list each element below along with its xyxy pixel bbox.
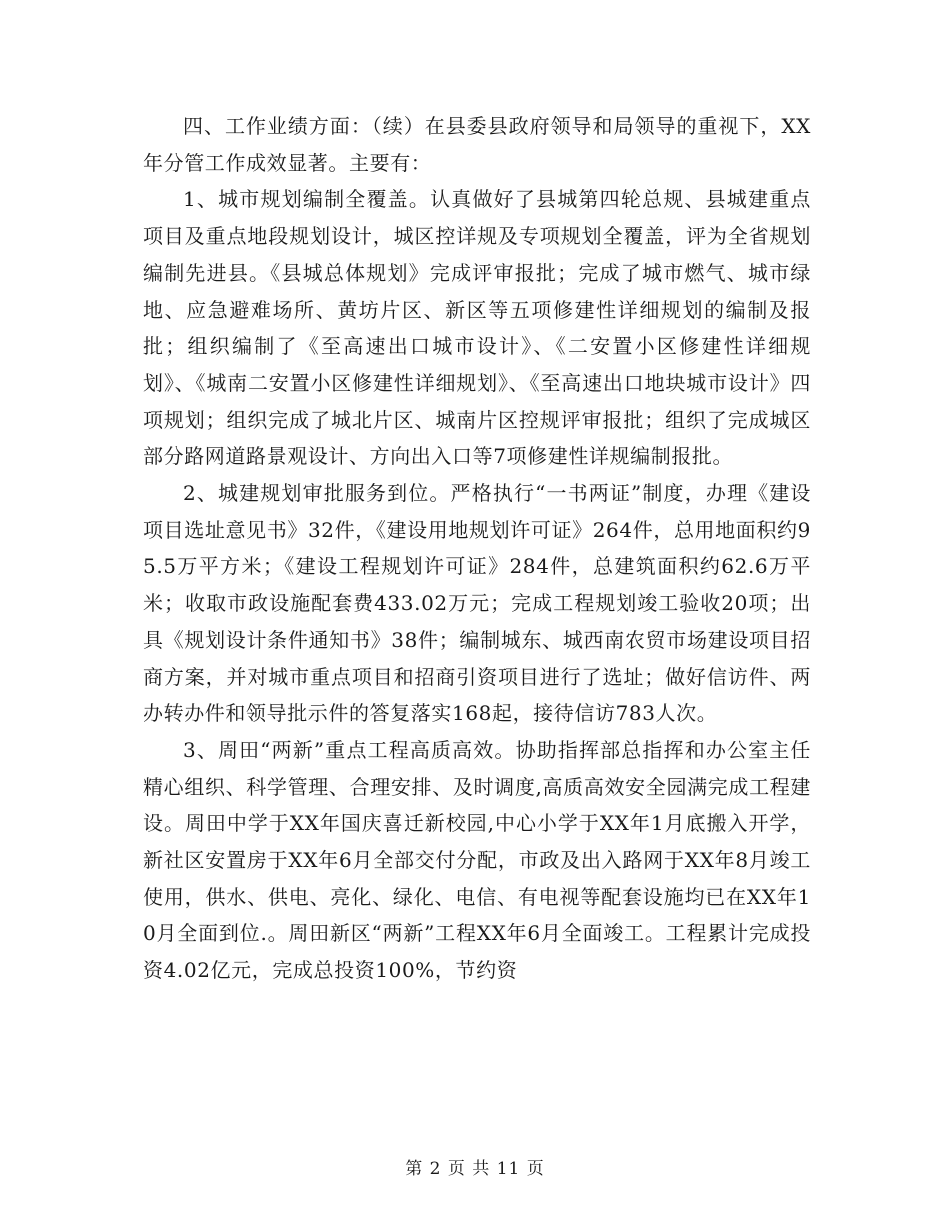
document-body xyxy=(143,108,811,989)
paragraph-work-performance-intro: 四、工作业绩方面：（续）在县委县政府领导和局领导的重视下，XX年分管工作成效显著。主要有： xyxy=(143,114,811,175)
paragraph-planning-approval: 2、城建规划审批服务到位。严格执行“一书两证”制度，办理《建设项目选址意见书》32件，《建设用地规划许可证》264件，总用地面积约95.5万平方米；《建设工程规划许可证》284件，总建筑面积约62.6万平米；收取市政设施配套费433.02万元；完成工程规划竣工验收20项；出具《规划设计条件通知书》38件；编制城东、城西南农贸市场建设项目招商方案，并对城市重点项目和招商引资项目进行了选址；做好信访件、两办转办件和领导批示件的答复落实168起，接待信访783人次。 xyxy=(143,481,811,726)
paragraph-urban-planning: 1、城市规划编制全覆盖。认真做好了县城第四轮总规、县城建重点项目及重点地段规划设计，城区控详规及专项规划全覆盖，评为全省规划编制先进县。《县城总体规划》完成评审报批；完成了城市燃气、城市绿地、应急避难场所、黄坊片区、新区等五项修建性详细规划的编制及报批；组织编制了《至高速出口城市设计》、《二安置小区修建性详细规划》、《城南二安置小区修建性详细规划》、《至高速出口地块城市设计》四项规划；组织完成了城北片区、城南片区控规评审报批；组织了完成城区部分路网道路景观设计、方向出入口等7项修建性详规编制报批。 xyxy=(143,187,811,469)
page-number-footer: 第 2 页 共 11 页 xyxy=(405,1159,545,1179)
paragraph-zhoutian-project: 3、周田“两新”重点工程高质高效。协助指挥部总指挥和办公室主任精心组织、科学管理、合理安排、及时调度,高质高效安全园满完成工程建设。周田中学于XX年国庆喜迁新校园,中心小学于XX年1月底搬入开学，新社区安置房于XX年6月全部交付分配，市政及出入路网于XX年8月竣工使用，供水、供电、亮化、绿化、电信、有电视等配套设施均已在XX年10月全面到位.。周田新区“两新”工程XX年6月全面竣工。工程累计完成投资4.02亿元，完成总投资100%，节约资 xyxy=(143,737,811,983)
